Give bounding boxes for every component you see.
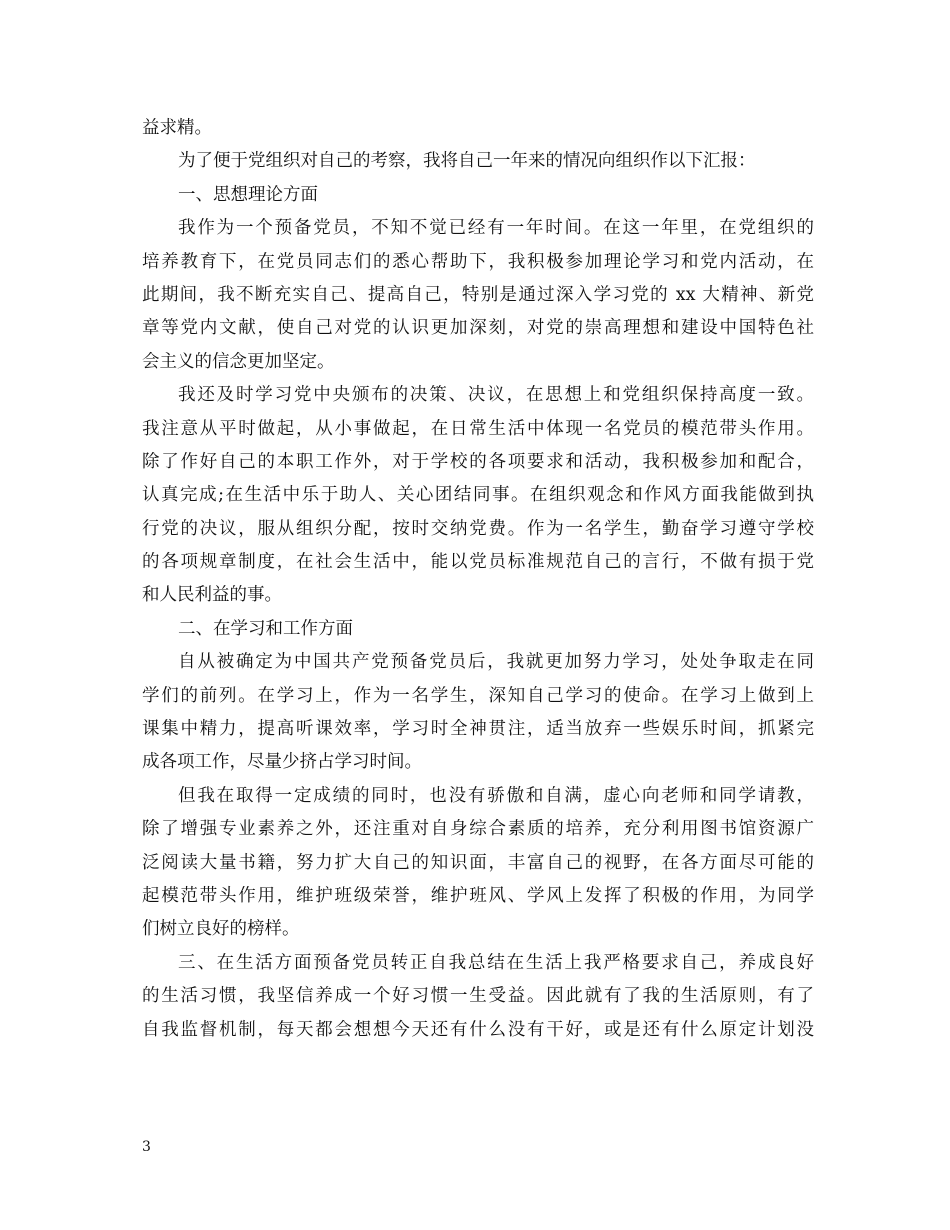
- page-number: 3: [142, 1139, 151, 1155]
- text-line: 除了作好自己的本职工作外，对于学校的各项要求和活动，我积极参加和配合，: [142, 451, 814, 472]
- text-line: 三、在生活方面预备党员转正自我总结在生活上我严格要求自己，养成良好: [178, 952, 814, 973]
- text-line: 培养教育下，在党员同志们的悉心帮助下，我积极参加理论学习和党内活动，在: [142, 251, 814, 272]
- text-line: 会主义的信念更加坚定。: [142, 351, 335, 372]
- text-line: 的各项规章制度，在社会生活中，能以党员标准规范自己的言行，不做有损于党: [142, 552, 814, 573]
- text-line: 一、思想理论方面: [178, 184, 318, 205]
- text-line: 自从被确定为中国共产党预备党员后，我就更加努力学习，处处争取走在同: [178, 652, 814, 673]
- text-line: 益求精。: [142, 118, 212, 138]
- text-line: 们树立良好的榜样。: [142, 919, 300, 940]
- text-line: 除了增强专业素养之外，还注重对自身综合素质的培养，充分利用图书馆资源广: [142, 819, 814, 840]
- text-line: 我作为一个预备党员，不知不觉已经有一年时间。在这一年里，在党组织的: [178, 218, 814, 239]
- text-line: 课集中精力，提高听课效率，学习时全神贯注，适当放弃一些娱乐时间，抓紧完: [142, 719, 814, 740]
- text-line: 自我监督机制，每天都会想想今天还有什么没有干好，或是还有什么原定计划没: [142, 1019, 814, 1040]
- text-line: 但我在取得一定成绩的同时，也没有骄傲和自满，虚心向老师和同学请教，: [178, 785, 814, 806]
- document-body: [142, 112, 814, 1047]
- text-line: 的生活习惯，我坚信养成一个好习惯一生受益。因此就有了我的生活原则，有了: [142, 986, 814, 1007]
- text-line: 我注意从平时做起，从小事做起，在日常生活中体现一名党员的模范带头作用。: [142, 418, 814, 439]
- text-line: 起模范带头作用，维护班级荣誉，维护班风、学风上发挥了积极的作用，为同学: [142, 885, 814, 906]
- text-line: 此期间，我不断充实自己、提高自己，特别是通过深入学习党的 xx 大精神、新党: [142, 284, 814, 305]
- text-line: 泛阅读大量书籍，努力扩大自己的知识面，丰富自己的视野，在各方面尽可能的: [142, 852, 814, 873]
- text-line: 二、在学习和工作方面: [178, 618, 353, 639]
- text-line: 成各项工作，尽量少挤占学习时间。: [142, 752, 422, 773]
- text-line: 和人民利益的事。: [142, 585, 282, 606]
- text-line: 认真完成;在生活中乐于助人、关心团结同事。在组织观念和作风方面我能做到执: [142, 485, 814, 506]
- text-line: 学们的前列。在学习上，作为一名学生，深知自己学习的使命。在学习上做到上: [142, 685, 814, 706]
- text-line: 为了便于党组织对自己的考察，我将自己一年来的情况向组织作以下汇报：: [178, 151, 756, 172]
- text-line: 我还及时学习党中央颁布的决策、决议，在思想上和党组织保持高度一致。: [178, 385, 814, 406]
- text-line: 行党的决议，服从组织分配，按时交纳党费。作为一名学生，勤奋学习遵守学校: [142, 518, 814, 539]
- text-line: 章等党内文献，使自己对党的认识更加深刻，对党的崇高理想和建设中国特色社: [142, 318, 814, 339]
